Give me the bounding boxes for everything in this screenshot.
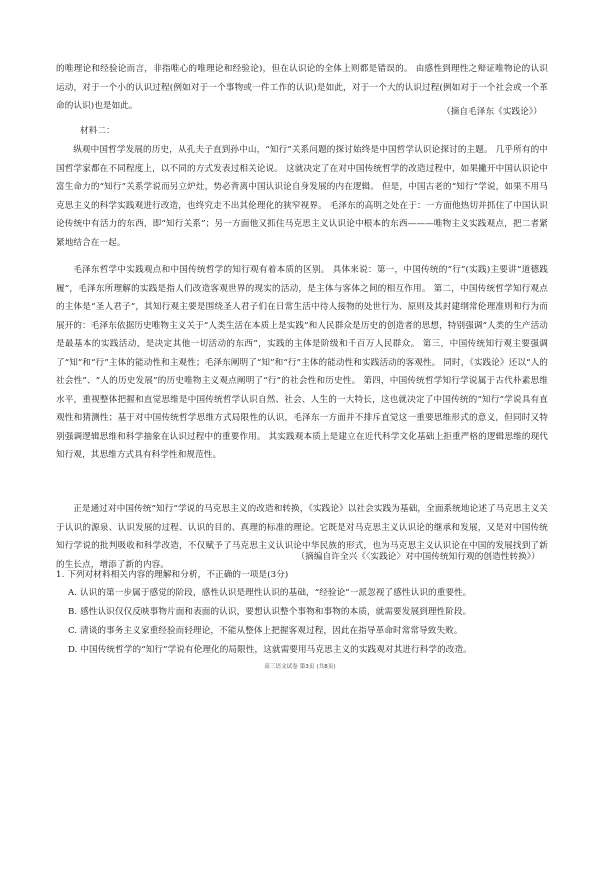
question-option-c[interactable]: C. 清谈的事务主义家重经验而轻理论，不能从整体上把握客观过程，因此在指导革命时常常导致失败。 bbox=[68, 626, 463, 636]
material2-paragraph-1: 纵观中国哲学发展的历史，从孔夫子直到孙中山，“知行”关系问题的探讨始终是中国哲学认识论探讨的主题。 几乎所有的中国哲学家都在不同程度上，以不同的方式发表过相关论说。 这就决定了在对中国传统哲学的改造过程中，如果撇开中国认识论中富生命力的“知行”关系学说而另立炉灶，势必背离中国认识论自身发展的内在逻辑。 但是，中国古老的“知行”学说，如果不用马克思主义的科学实践观进行改造，也终究走不出其伦理化的狭窄视界。 毛泽东的高明之处在于：一方面他热切并抓住了中国认识论传统中有活力的东西，即“知行关系”；另一方面他又抓住马克思主义认识论中根本的东西———唯物主义实践观点，把二者紧紧地结合在一起。 bbox=[56, 145, 548, 248]
material1-tail-paragraph: 的唯理论和经验论而言，非指唯心的唯理论和经验论)，但在认识论的全体上则都是错误的。 由感性到理性之辩证唯物论的认识运动，对于一个小的认识过程(例如对于一个事物或一件工作的认识)是如此，对于一个大的认识过程(例如对于一个社会或一个革命的认识)也是如此。 bbox=[56, 64, 548, 111]
material1-source: （摘自毛泽东《实践论》） bbox=[441, 107, 542, 117]
page-footer: 高三语文试卷 第3页 (共8页) bbox=[264, 664, 336, 670]
material2-paragraph-3: 正是通过对中国传统“知行”学说的马克思主义的改造和转换，《实践论》以社会实践为基础，全面系统地论述了马克思主义关于认识的源泉、认识发展的过程、认识的目的、真理的标准的理论。它既是对马克思主义认识论的继承和发展，又是对中国传统知行学说的批判吸收和科学改造，不仅赋予了马克思主义认识论中华民族的形式，也为马克思主义认识论在中国的发展找到了新的生长点，增添了新的内容。 bbox=[56, 504, 548, 570]
material2-paragraph-2: 毛泽东哲学中实践观点和中国传统哲学的知行观有着本质的区别。 具体来说：第一，中国传统的“行”(实践)主要讲“道德践履”，毛泽东所理解的实践是指人们改造客观世界的现实的活动，是主体与客体之间的相互作用。 第二，中国传统哲学知行观点的主体是“圣人君子”，其知行观主要是围绕圣人君子们在日常生活中待人接物的处世行为、原则及其封建纲常伦理准则和行为而展开的：毛泽东依据历史唯物主义关于“人类生活在本质上是实践”和人民群众是历史的创造者的思想，特别强调“人类的生产活动是最基本的实践活动，是决定其他一切活动的东西”，实践的主体是阶级和千百万人民群众。 第三，中国传统知行观主要强调了“知”和“行”主体的能动性和主观性；毛泽东阐明了“知”和“行”主体的能动性和实践活动的客观性。 同时，《实践论》还以“人的社会性”、“人的历史发展”的历史唯物主义观点阐明了“行”的社会性和历史性。 第四，中国传统哲学知行学说属于古代朴素思维水平，重视整体把握和直觉思维是中国传统哲学认识自然、社会、人生的一大特长，这也就决定了中国传统的“知行”学说具有直观性和猜测性；基于对中国传统哲学思维方式局限性的认识，毛泽东一方面并不排斥直觉这一重要思维形式的意义，但同时又特别强调逻辑思维和科学抽象在认识过程中的重要作用。 其实践观本质上是建立在近代科学文化基础上拒重严格的逻辑思维的现代知行观，其思维方式具有科学性和规范性。 bbox=[56, 265, 548, 460]
question-option-b[interactable]: B. 感性认识仅仅反映事物片面和表面的认识，要想认识整个事物和事物的本质，就需要发展到理性阶段。 bbox=[68, 607, 472, 617]
material2-label: 材料二： bbox=[80, 126, 115, 136]
question-option-d[interactable]: D. 中国传统哲学的“知行”学说有伦理化的局限性，这就需要用马克思主义的实践观对其进行科学的改造。 bbox=[68, 645, 472, 655]
question-stem: 1. 下列对材料相关内容的理解和分析，不正确的一项是(3分) bbox=[56, 570, 289, 580]
material2-source: （摘编自许全兴《〈实践论〉对中国传统知行观的创造性转换》） bbox=[296, 552, 540, 562]
question-option-a[interactable]: A. 认识的第一步属于感觉的阶段，感性认识是理性认识的基础，“经验论”一派忽视了感性认识的重要性。 bbox=[68, 588, 472, 598]
